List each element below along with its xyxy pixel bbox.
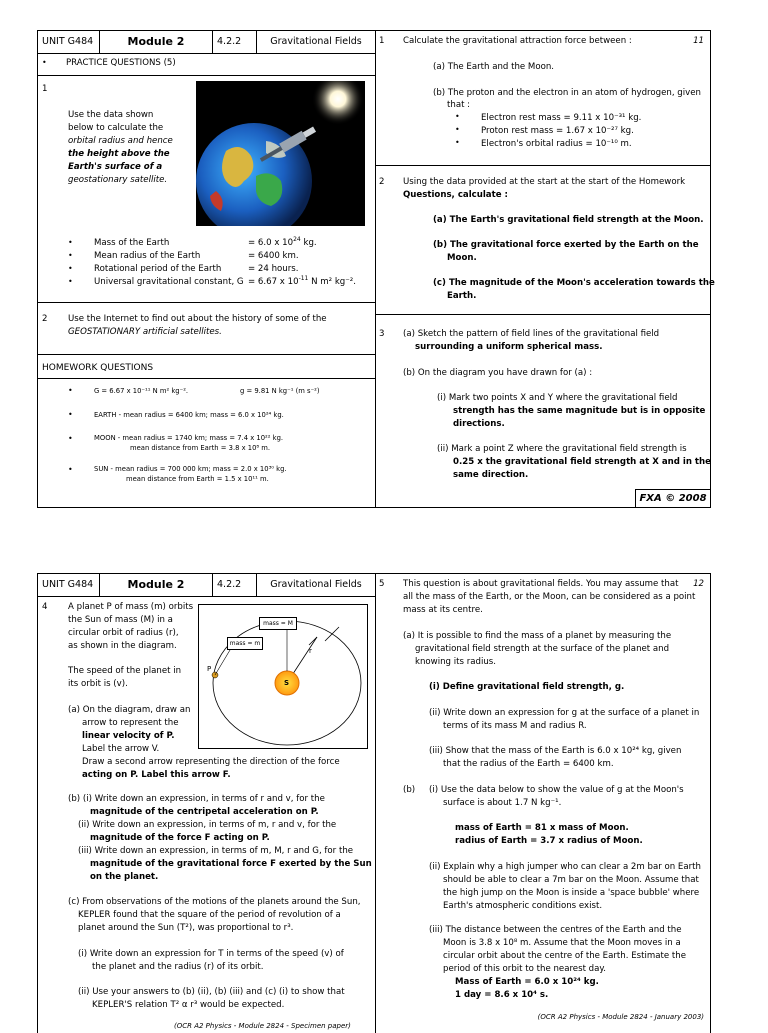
sub-question: Moon. <box>447 253 477 263</box>
q5-line: (i) Define gravitational field strength, g. <box>429 682 625 692</box>
page-header <box>38 31 375 54</box>
data-label: Universal gravitational constant, G <box>94 277 244 287</box>
right-column <box>375 31 715 507</box>
bullet-icon: • <box>68 264 73 273</box>
q4-line: (c) From observations of the motions of the planets around the Sun, <box>68 897 361 907</box>
homework-title: HOMEWORK QUESTIONS <box>42 363 154 373</box>
q5-line: gravitational field strength at the surface of the planet and <box>415 644 670 654</box>
q5-line: knowing its radius. <box>415 657 496 667</box>
sub-question: (a) Sketch the pattern of field lines of the gravitational field <box>403 329 660 339</box>
bullet-icon: • <box>68 434 73 443</box>
data-item: Electron rest mass = 9.11 x 10⁻³¹ kg. <box>481 113 642 123</box>
planet-label: P <box>207 665 212 673</box>
data-label: Rotational period of the Earth <box>94 264 222 274</box>
sub-question: same direction. <box>453 470 529 480</box>
question-number: 2 <box>379 177 385 187</box>
left-column <box>38 574 376 1033</box>
sub-question: (a) The Earth's gravitational field strength at the Moon. <box>433 215 704 225</box>
source-note: (OCR A2 Physics - Module 2824 - Specimen paper) <box>174 1022 351 1030</box>
unit-code: UNIT G484 <box>38 31 100 53</box>
q2-line: Use the Internet to find out about the history of some of the <box>68 314 327 324</box>
q5-line: (iii) Show that the mass of the Earth is 6.0 x 10²⁴ kg, given <box>429 746 682 756</box>
data-label: Mean radius of the Earth <box>94 251 201 261</box>
q5-line: all the mass of the Earth, or the Moon, can be considered as a point <box>403 592 696 602</box>
bullet-icon: • <box>68 277 73 286</box>
divider <box>38 378 375 379</box>
sub-question: (b) The proton and the electron in an atom of hydrogen, given <box>433 88 701 98</box>
page-header <box>38 574 375 597</box>
data-item: Electron's orbital radius = 10⁻¹⁰ m. <box>481 139 632 149</box>
mass-m-label: mass = M <box>259 617 297 630</box>
q1-line: geostationary satellite. <box>68 175 168 185</box>
radius-label: r <box>309 647 312 655</box>
q4-line: KEPLER'S relation T² α r³ would be expected. <box>92 1000 285 1010</box>
divider <box>375 314 710 315</box>
worksheet-page-1 <box>37 30 715 508</box>
q4-line: its orbit is (v). <box>68 679 128 689</box>
q4-line: the planet and the radius (r) of its orbit. <box>92 962 264 972</box>
q4-line: magnitude of the gravitational force F exerted by the Sun <box>90 859 372 869</box>
q4-line: magnitude of the force F acting on P. <box>90 833 270 843</box>
q1-line: the height above the <box>68 149 170 159</box>
q5-line: (iii) The distance between the centres of the Earth and the <box>429 925 682 935</box>
q5-data: Mass of Earth = 6.0 x 10²⁴ kg. <box>455 977 599 987</box>
right-column <box>375 574 710 1033</box>
q4-line: circular orbit of radius (r), <box>68 628 179 638</box>
q4-line: (ii) Write down an expression, in terms of m, r and v, for the <box>78 820 337 830</box>
bullet-icon: • <box>68 251 73 260</box>
q4-line: (b) (i) Write down an expression, in terms of r and v, for the <box>68 794 325 804</box>
q5-line: that the radius of the Earth = 6400 km. <box>443 759 614 769</box>
q5-line: mass at its centre. <box>403 605 483 615</box>
sub-question: (i) Mark two points X and Y where the gravitational field <box>437 393 678 403</box>
hw-data: mean distance from Earth = 1.5 x 10¹¹ m. <box>126 475 269 483</box>
topic-title: Gravitational Fields <box>270 36 362 47</box>
q4-line: (ii) Use your answers to (b) (ii), (b) (iii) and (c) (i) to show that <box>78 987 345 997</box>
module-title: Module 2 <box>100 574 213 596</box>
q5-line: (i) Use the data below to show the value of g at the Moon's <box>429 785 684 795</box>
q4-line: (iii) Write down an expression, in terms of m, M, r and G, for the <box>78 846 354 856</box>
copyright-footer: FXA © 2008 <box>635 489 710 507</box>
divider <box>38 75 375 76</box>
marks: 11 <box>693 36 704 46</box>
q5-data: mass of Earth = 81 x mass of Moon. <box>455 823 629 833</box>
mass-small-m-label: mass = m <box>227 637 263 650</box>
q5-line: should be able to clear a 7m bar on the Moon. Assume that <box>443 875 699 885</box>
question-text: Calculate the gravitational attraction force between : <box>403 36 632 46</box>
q5-data: radius of Earth = 3.7 x radius of Moon. <box>455 836 643 846</box>
bullet-icon: • <box>68 410 73 419</box>
q5-line: terms of its mass M and radius R. <box>443 721 587 731</box>
q5-line: (ii) Write down an expression for g at the surface of a planet in <box>429 708 700 718</box>
section-number: 4.2.2 <box>213 574 257 596</box>
sun-label: S <box>284 679 290 687</box>
topic-title: Gravitational Fields <box>270 579 362 590</box>
q5-line: period of this orbit to the nearest day. <box>443 964 606 974</box>
q4-line: (i) Write down an expression for T in terms of the speed (v) of <box>78 949 344 959</box>
q4-line: on the planet. <box>90 872 159 882</box>
practice-title: PRACTICE QUESTIONS (5) <box>66 58 176 68</box>
sub-question: (ii) Mark a point Z where the gravitational field strength is <box>437 444 687 454</box>
question-number: 3 <box>379 329 385 339</box>
hw-data: SUN - mean radius = 700 000 km; mass = 2.0 x 10³⁰ kg. <box>94 465 287 473</box>
bullet-icon: • <box>68 386 73 395</box>
q4-line: The speed of the planet in <box>68 666 182 676</box>
q4-line: acting on P. Label this arrow F. <box>82 770 231 780</box>
hw-data: EARTH - mean radius = 6400 km; mass = 6.0 x 10²⁴ kg. <box>94 411 284 419</box>
q4-line: A planet P of mass (m) orbits <box>68 602 194 612</box>
q5-line: surface is about 1.7 N kg⁻¹. <box>443 798 562 808</box>
question-number: 4 <box>42 602 48 612</box>
orbit-diagram <box>198 604 368 749</box>
question-number: 1 <box>379 36 385 46</box>
source-note: (OCR A2 Physics - Module 2824 - January 2003) <box>537 1013 704 1021</box>
q5-data: 1 day = 8.6 x 10⁴ s. <box>455 990 549 1000</box>
q5-line: (a) It is possible to find the mass of a planet by measuring the <box>403 631 672 641</box>
sub-question: strength has the same magnitude but is in opposite <box>453 406 706 416</box>
question-text: Questions, calculate : <box>403 190 508 200</box>
bullet-icon: • <box>42 58 47 67</box>
sub-question: Earth. <box>447 291 477 301</box>
data-value: = 24 hours. <box>248 264 299 274</box>
sub-question: (b) The gravitational force exerted by the Earth on the <box>433 240 699 250</box>
q1-line: Use the data shown <box>68 110 154 120</box>
sub-question: directions. <box>453 419 505 429</box>
question-number: 2 <box>42 314 48 324</box>
left-column <box>38 31 376 507</box>
q1-line: orbital radius and hence <box>68 136 173 146</box>
question-number: 1 <box>42 84 48 94</box>
bullet-icon: • <box>68 465 73 474</box>
q4-line: (a) On the diagram, draw an <box>68 705 191 715</box>
q1-line: below to calculate the <box>68 123 164 133</box>
q5-line: (ii) Explain why a high jumper who can clear a 2m bar on Earth <box>429 862 701 872</box>
sub-question: 0.25 x the gravitational field strength at X and in the <box>453 457 711 467</box>
data-value: = 6.67 x $10^{-11}$ N m² kg⁻². <box>248 275 356 287</box>
q5-line: circular orbit about the centre of the Earth. Estimate the <box>443 951 686 961</box>
q5-line: the high jump on the Moon is inside a 'space bubble' where <box>443 888 700 898</box>
bullet-icon: • <box>455 112 460 121</box>
worksheet-page-2 <box>37 573 711 1033</box>
q4-line: planet around the Sun (T²), was proportional to r³. <box>78 923 294 933</box>
sub-question: surrounding a uniform spherical mass. <box>415 342 603 352</box>
question-number: 5 <box>379 579 385 589</box>
section-number: 4.2.2 <box>213 31 257 53</box>
sub-question: (a) The Earth and the Moon. <box>433 62 555 72</box>
q4-line: Label the arrow V. <box>82 744 160 754</box>
sub-question: that : <box>447 100 471 110</box>
hw-data: mean distance from Earth = 3.8 x 10⁸ m. <box>130 444 271 452</box>
data-value: = 6400 km. <box>248 251 299 261</box>
q4-line: as shown in the diagram. <box>68 641 177 651</box>
divider <box>38 354 375 355</box>
bullet-icon: • <box>455 125 460 134</box>
q4-line: the Sun of mass (M) in a <box>68 615 173 625</box>
sub-question: (b) On the diagram you have drawn for (a) : <box>403 368 593 378</box>
q4-line: linear velocity of P. <box>82 731 175 741</box>
question-text: Using the data provided at the start at the start of the Homework <box>403 177 686 187</box>
q4-line: KEPLER found that the square of the period of revolution of a <box>78 910 341 920</box>
hw-data: g = 9.81 N kg⁻¹ (m s⁻²) <box>240 387 320 395</box>
marks: 12 <box>693 579 704 589</box>
hw-data: G = 6.67 x 10⁻¹¹ N m² kg⁻². <box>94 387 189 395</box>
divider <box>375 165 710 166</box>
q5-line: This question is about gravitational fields. You may assume that <box>403 579 679 589</box>
q5-line: Earth's atmospheric conditions exist. <box>443 901 603 911</box>
q2-line: GEOSTATIONARY artificial satellites. <box>68 327 222 337</box>
q5-line: (b) <box>403 785 416 795</box>
unit-code: UNIT G484 <box>38 574 100 596</box>
satellite-earth-image <box>196 81 365 226</box>
q4-line: Draw a second arrow representing the direction of the force <box>82 757 340 767</box>
bullet-icon: • <box>455 138 460 147</box>
q5-line: Moon is 3.8 x 10⁸ m. Assume that the Moon moves in a <box>443 938 681 948</box>
sub-question: (c) The magnitude of the Moon's acceleration towards the <box>433 278 715 288</box>
bullet-icon: • <box>68 238 73 247</box>
module-title: Module 2 <box>100 31 213 53</box>
q4-line: magnitude of the centripetal acceleration on P. <box>90 807 319 817</box>
q4-line: arrow to represent the <box>82 718 179 728</box>
data-label: Mass of the Earth <box>94 238 170 248</box>
divider <box>38 302 375 303</box>
q1-line: Earth's surface of a <box>68 162 163 172</box>
hw-data: MOON - mean radius = 1740 km; mass = 7.4 x 10²² kg. <box>94 434 284 442</box>
data-value: = 6.0 x $10^{24}$ kg. <box>248 236 317 248</box>
data-item: Proton rest mass = 1.67 x 10⁻²⁷ kg. <box>481 126 634 136</box>
